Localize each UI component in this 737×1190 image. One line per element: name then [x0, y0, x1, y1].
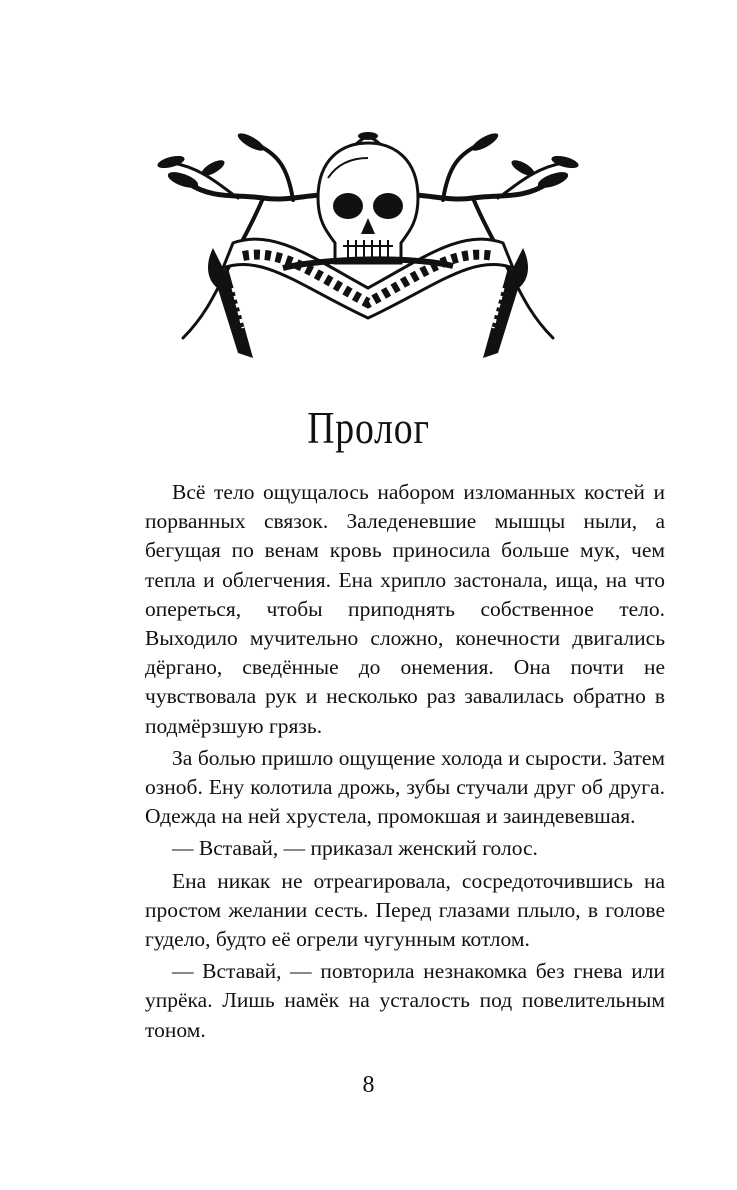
chapter-title: Пролог — [307, 402, 430, 453]
paragraph: Всё тело ощущалось набором изломанных костей и порванных связок. Заледеневшие мышцы ныли, а бегущая по венам кровь приносила больше мук, чем тепла и облегчения. Ена хрипло застонала, ища, на что опереться, чтобы приподнять собственное тело. Выходило мучительно сложно, конечности двигались дёргано, сведённые до онемения. Она почти не чувствовала рук и несколько раз завалилась обратно в подмёрзшую грязь. — [145, 480, 665, 738]
page-number: 8 — [362, 1072, 375, 1098]
dialogue-line: — Вставай, — повторила незнакомка без гнева или упрёка. Лишь намёк на усталость под повелительным тоном. — [145, 959, 665, 1042]
dialogue-line: — Вставай, — приказал женский голос. — [172, 836, 538, 861]
paragraph: Ена никак не отреагировала, сосредоточившись на простом желании сесть. Перед глазами плыло, в голове гудело, будто её огрели чугунным котлом. — [145, 868, 665, 952]
chapter-body — [145, 478, 665, 1048]
skull-branches-ribbon-icon — [143, 128, 593, 360]
paragraph: За болью пришло ощущение холода и сырости. Затем озноб. Ену колотила дрожь, зубы стучали друг об друга. Одежда на ней хрустела, промокшая и заиндевевшая. — [145, 745, 665, 829]
